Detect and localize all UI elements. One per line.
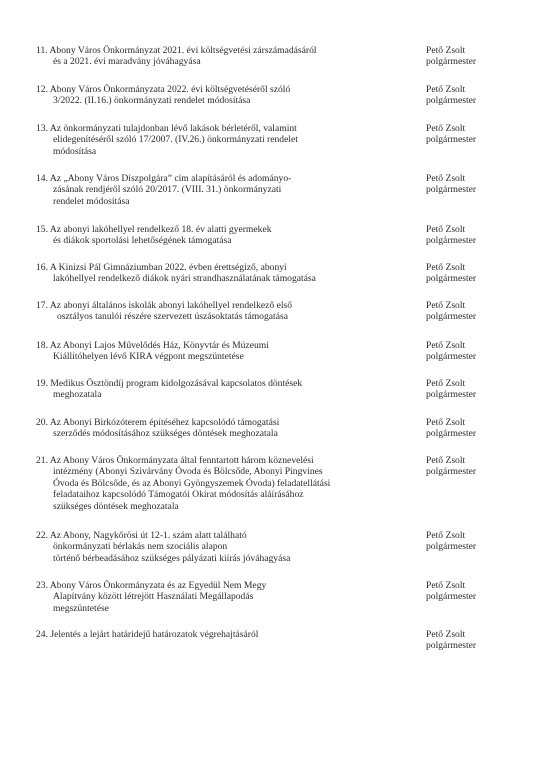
agenda-item-line: történő bérbeadásához szükséges pályázati kiírás jóváhagyása xyxy=(53,552,291,564)
agenda-item-line: Alapítvány között létrejött Használati Megállapodás xyxy=(53,591,254,603)
presenter xyxy=(426,84,506,107)
presenter xyxy=(426,455,506,512)
agenda-item-line: 18. Az Abonyi Lajos Művelődés Ház, Könyvtár és Múzeumi xyxy=(36,340,269,351)
presenter-name: Pető Zsolt xyxy=(426,378,466,389)
presenter-title: polgármester xyxy=(426,640,477,652)
agenda-item-11 xyxy=(36,45,506,68)
presenter xyxy=(426,262,506,285)
agenda-item-14 xyxy=(36,173,506,207)
agenda-item-line: 13. Az önkormányzati tulajdonban lévő lakások bérletéről, valamint xyxy=(36,123,297,134)
presenter-title: polgármester xyxy=(426,95,477,107)
agenda-item-text xyxy=(36,173,376,207)
agenda-item-text xyxy=(36,530,376,564)
agenda-item-line: feladataihoz kapcsolódó Támogatói Okirat módosítás aláírásához xyxy=(53,489,304,501)
presenter xyxy=(426,378,506,401)
agenda-item-line: 16. A Kinizsi Pál Gimnáziumban 2022. évben érettségiző, abonyi xyxy=(36,262,287,273)
agenda-item-line: zásának rendjéről szóló 20/2017. (VIII. 31.) önkormányzati xyxy=(53,184,282,196)
presenter-title: polgármester xyxy=(426,311,477,323)
presenter-name: Pető Zsolt xyxy=(426,123,466,134)
agenda-item-13 xyxy=(36,123,506,157)
agenda-item-22 xyxy=(36,530,506,564)
agenda-item-line: 19. Medikus Ösztöndíj program kidolgozásával kapcsolatos döntések xyxy=(36,378,303,389)
agenda-item-line: szerződés módosításához szükséges döntések meghozatala xyxy=(53,428,278,440)
agenda-item-text xyxy=(36,580,376,614)
presenter-name: Pető Zsolt xyxy=(426,340,466,351)
presenter-title: polgármester xyxy=(426,351,477,363)
presenter-name: Pető Zsolt xyxy=(426,84,466,95)
presenter-title: polgármester xyxy=(426,56,477,68)
presenter-title: polgármester xyxy=(426,466,477,478)
presenter-name: Pető Zsolt xyxy=(426,455,466,466)
agenda-item-line: önkormányzati bérlakás nem szociális alapon xyxy=(53,541,228,553)
agenda-item-12 xyxy=(36,84,506,107)
agenda-item-23 xyxy=(36,580,506,614)
presenter-name: Pető Zsolt xyxy=(426,224,466,235)
agenda-item-line: és a 2021. évi maradvány jóváhagyása xyxy=(53,56,201,68)
agenda-item-24 xyxy=(36,629,506,652)
presenter-title: polgármester xyxy=(426,428,477,440)
agenda-item-text xyxy=(36,629,376,652)
agenda-item-21 xyxy=(36,455,506,512)
agenda-item-line: Kiállítóhelyen lévő KIRA végpont megszüntetése xyxy=(53,351,244,363)
presenter xyxy=(426,224,506,247)
presenter xyxy=(426,580,506,614)
agenda-item-text xyxy=(36,84,376,107)
agenda-item-line: 3/2022. (II.16.) önkormányzati rendelet módosítása xyxy=(53,95,251,107)
agenda-item-line: Óvoda és Bölcsőde, és az Abonyi Gyöngyszemek Óvoda) feladatellátási xyxy=(53,477,331,489)
agenda-item-line: 15. Az abonyi lakóhellyel rendelkező 18. év alatti gyermekek xyxy=(36,224,272,235)
agenda-item-line: és diákok sportolási lehetőségének támogatása xyxy=(53,235,232,247)
presenter-name: Pető Zsolt xyxy=(426,45,466,56)
presenter-title: polgármester xyxy=(426,389,477,401)
presenter-title: polgármester xyxy=(426,273,477,285)
agenda-item-16 xyxy=(36,262,506,285)
agenda-item-text xyxy=(36,378,376,401)
agenda-item-text xyxy=(36,300,376,323)
presenter-title: polgármester xyxy=(426,591,477,603)
agenda-item-line: 20. Az Abonyi Birkózóterem építéséhez kapcsolódó támogatási xyxy=(36,417,280,428)
agenda-item-text xyxy=(36,262,376,285)
agenda-item-text xyxy=(36,45,376,68)
agenda-item-15 xyxy=(36,224,506,247)
agenda-item-line: 24. Jelentés a lejárt határidejű határozatok végrehajtásáról xyxy=(36,629,259,640)
agenda-item-line: 14. Az „Abony Város Díszpolgára” cím alapításáról és adományo- xyxy=(36,173,292,184)
agenda-item-line: osztályos tanulói részére szervezett úszásoktatás támogatása xyxy=(57,311,288,323)
presenter-title: polgármester xyxy=(426,235,477,247)
agenda-item-line: lakóhellyel rendelkező diákok nyári strandhasználatának támogatása xyxy=(53,273,316,285)
presenter xyxy=(426,173,506,207)
agenda-item-line: 21. Az Abony Város Önkormányzata által fenntartott három köznevelési xyxy=(36,455,314,466)
agenda-item-line: rendelet módosítása xyxy=(53,195,130,207)
agenda-item-18 xyxy=(36,340,506,363)
presenter-name: Pető Zsolt xyxy=(426,530,466,541)
presenter xyxy=(426,629,506,652)
presenter xyxy=(426,300,506,323)
agenda-item-line: 23. Abony Város Önkormányzata és az Egyedül Nem Megy xyxy=(36,580,267,591)
presenter-title: polgármester xyxy=(426,134,477,146)
presenter xyxy=(426,340,506,363)
presenter xyxy=(426,417,506,440)
agenda-item-line: 22. Az Abony, Nagykőrösi út 12-1. szám alatt található xyxy=(36,530,247,541)
presenter-name: Pető Zsolt xyxy=(426,580,466,591)
presenter-title: polgármester xyxy=(426,184,477,196)
agenda-item-19 xyxy=(36,378,506,401)
agenda-item-line: elidegenítéséről szóló 17/2007. (IV.26.) önkormányzati rendelet xyxy=(53,134,298,146)
agenda-item-line: módosítása xyxy=(53,145,97,157)
presenter-name: Pető Zsolt xyxy=(426,300,466,311)
agenda-item-line: 12. Abony Város Önkormányzata 2022. évi költségvetéséről szóló xyxy=(36,84,291,95)
agenda-item-line: szükséges döntések meghozatala xyxy=(53,500,179,512)
agenda-item-text xyxy=(36,123,376,157)
presenter-name: Pető Zsolt xyxy=(426,417,466,428)
presenter xyxy=(426,123,506,157)
agenda-item-17 xyxy=(36,300,506,323)
agenda-item-20 xyxy=(36,417,506,440)
agenda-item-line: megszüntetése xyxy=(53,602,109,614)
agenda-item-text xyxy=(36,340,376,363)
presenter-name: Pető Zsolt xyxy=(426,173,466,184)
agenda-item-line: 11. Abony Város Önkormányzat 2021. évi költségvetési zárszámadásáról xyxy=(36,45,317,56)
presenter-name: Pető Zsolt xyxy=(426,262,466,273)
agenda-item-text xyxy=(36,455,376,512)
presenter xyxy=(426,530,506,564)
agenda-item-line: intézmény (Abonyi Szivárvány Óvoda és Bölcsőde, Abonyi Pingvines xyxy=(53,466,323,478)
agenda-item-line: meghozatala xyxy=(53,389,102,401)
agenda-item-text xyxy=(36,417,376,440)
presenter xyxy=(426,45,506,68)
agenda-item-line: 17. Az abonyi általános iskolák abonyi lakóhellyel rendelkező első xyxy=(36,300,293,311)
presenter-name: Pető Zsolt xyxy=(426,629,466,640)
agenda-item-text xyxy=(36,224,376,247)
presenter-title: polgármester xyxy=(426,541,477,553)
